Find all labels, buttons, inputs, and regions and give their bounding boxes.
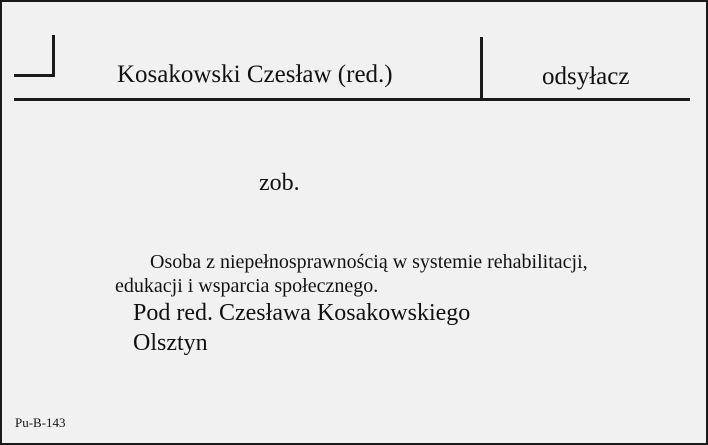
header-rule — [14, 98, 690, 101]
reference-title-line-1: Osoba z niepełnosprawnością w systemie rehabilitacji, — [150, 251, 588, 273]
header-divider — [480, 37, 483, 99]
reference-editor: Pod red. Czesława Kosakowskiego — [133, 300, 471, 326]
reference-place: Olsztyn — [133, 330, 208, 356]
corner-mark-vertical — [52, 35, 55, 77]
reference-title-line-2: edukacji i wsparcia społecznego. — [115, 275, 379, 297]
see-reference: zob. — [259, 170, 300, 196]
card-type-label: odsyłacz — [542, 63, 630, 90]
card-heading: Kosakowski Czesław (red.) — [117, 61, 393, 88]
shelf-signature: Pu-B-143 — [15, 415, 66, 430]
corner-mark-horizontal — [14, 74, 55, 77]
